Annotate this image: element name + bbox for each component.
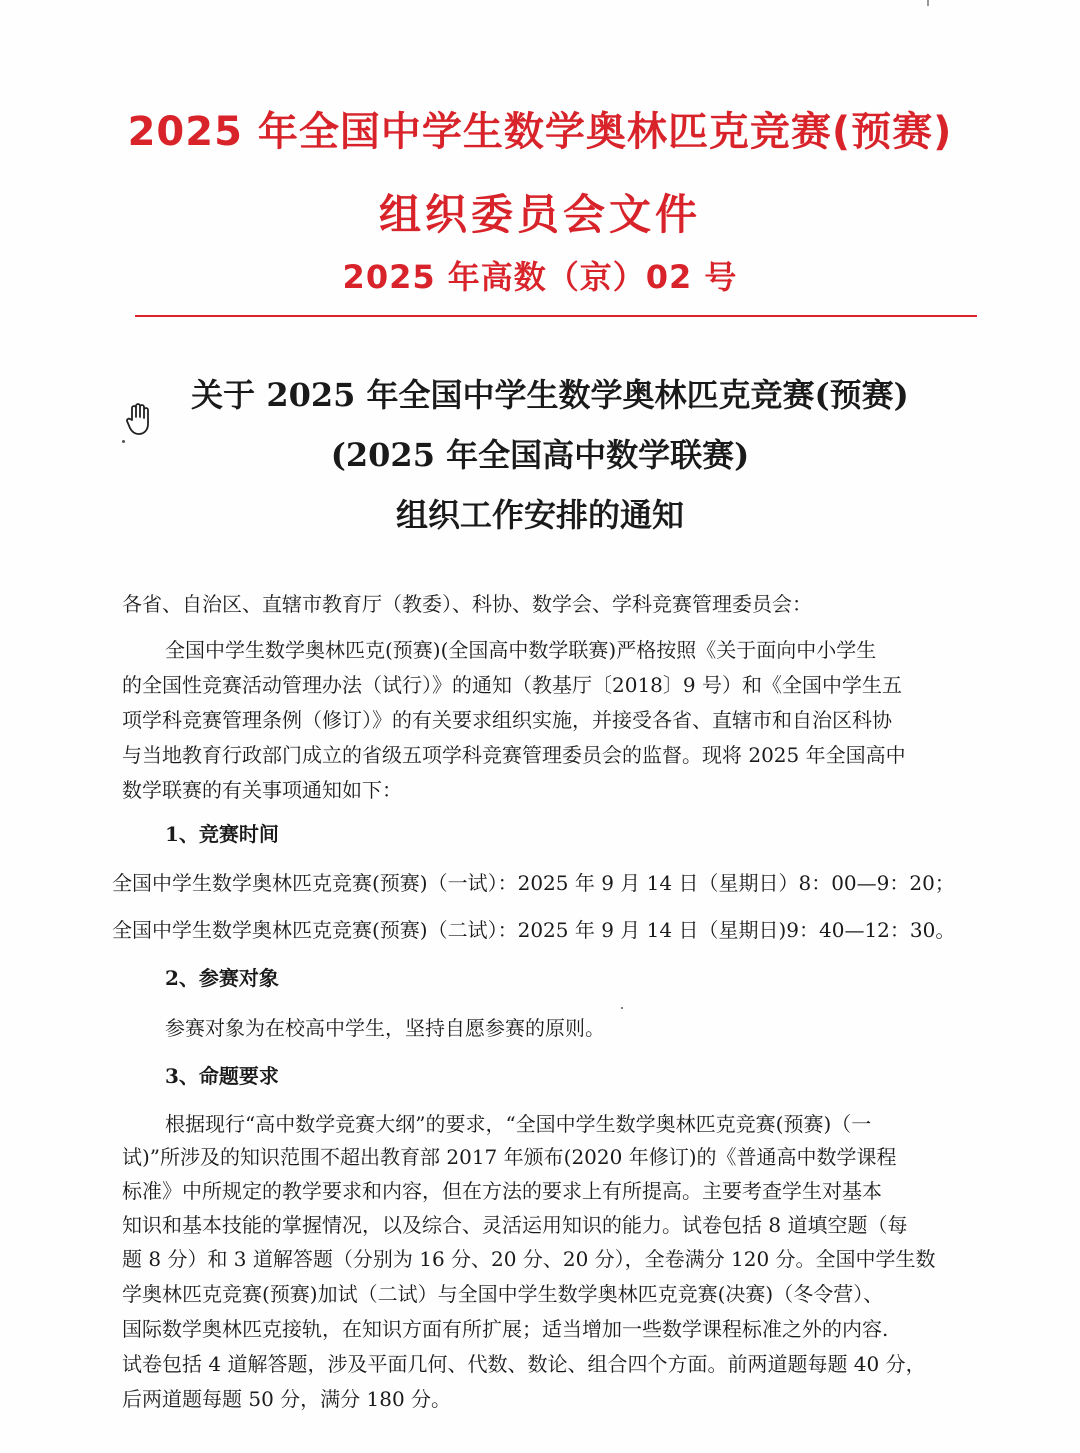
schedule-line-2: 全国中学生数学奥林匹克竞赛(预赛)（二试）：2025 年 9 月 14 日（星期日)9：40—12：30。 <box>112 918 956 942</box>
header-subtitle: 组织委员会文件 <box>378 190 701 239</box>
intro-line-5: 数学联赛的有关事项通知如下： <box>122 778 402 802</box>
section-heading-participants: 2、参赛对象 <box>165 966 279 990</box>
scan-dot <box>621 1007 623 1009</box>
intro-line-4: 与当地教育行政部门成立的省级五项学科竞赛管理委员会的监督。现将 2025 年全国高中 <box>122 743 906 767</box>
requirements-line-4: 知识和基本技能的掌握情况，以及综合、灵活运用知识的能力。试卷包括 8 道填空题（每 <box>122 1213 908 1237</box>
header-title: 2025 年全国中学生数学奥林匹克竞赛(预赛) <box>127 109 953 155</box>
requirements-line-8: 试卷包括 4 道解答题，涉及平面几何、代数、数论、组合四个方面。前两道题每题 40 分， <box>122 1352 926 1376</box>
requirements-line-6: 学奥林匹克竞赛(预赛)加试（二试）与全国中学生数学奥林匹克竞赛(决赛)（冬令营）、 <box>122 1282 884 1306</box>
section-heading-time: 1、竞赛时间 <box>165 822 279 846</box>
intro-line-2: 的全国性竞赛活动管理办法（试行）》的通知（教基厅〔2018〕9 号）和《全国中学生五 <box>122 673 902 697</box>
scan-mark <box>927 0 929 6</box>
requirements-line-9: 后两道题每题 50 分，满分 180 分。 <box>122 1387 452 1411</box>
participants-line: 参赛对象为在校高中学生，坚持自愿参赛的原则。 <box>165 1016 605 1040</box>
requirements-line-2: 试)”所涉及的知识范围不超出教育部 2017 年颁布(2020 年修订)的《普通高中数学课程 <box>122 1145 897 1169</box>
requirements-line-3: 标准》中所规定的教学要求和内容，但在方法的要求上有所提高。主要考查学生对基本 <box>122 1179 882 1203</box>
requirements-line-5: 题 8 分）和 3 道解答题（分别为 16 分、20 分、20 分），全卷满分 120 分。全国中学生数 <box>122 1247 936 1271</box>
requirements-line-1: 根据现行“高中数学竞赛大纲”的要求，“全国中学生数学奥林匹克竞赛(预赛)（一 <box>165 1112 872 1136</box>
intro-line-3: 项学科竞赛管理条例（修订）》的有关要求组织实施，并接受各省、直辖市和自治区科协 <box>122 708 892 732</box>
section-heading-requirements: 3、命题要求 <box>165 1064 279 1088</box>
notice-title-line-1: 关于 2025 年全国中学生数学奥林匹克竞赛(预赛) <box>191 376 909 414</box>
intro-line-1: 全国中学生数学奥林匹克(预赛)(全国高中数学联赛)严格按照《关于面向中小学生 <box>165 638 877 662</box>
red-divider <box>135 315 977 317</box>
schedule-line-1: 全国中学生数学奥林匹克竞赛(预赛)（一试）：2025 年 9 月 14 日（星期日）8：00—9：20； <box>112 871 955 895</box>
notice-title-line-2: (2025 年全国高中数学联赛) <box>330 436 750 474</box>
salutation: 各省、自治区、直辖市教育厅（教委）、科协、数学会、学科竞赛管理委员会： <box>122 592 812 616</box>
notice-title-line-3: 组织工作安排的通知 <box>395 496 684 534</box>
document-number: 2025 年高数（京）02 号 <box>342 258 738 296</box>
requirements-line-7: 国际数学奥林匹克接轨，在知识方面有所扩展；适当增加一些数学课程标准之外的内容. <box>122 1317 889 1341</box>
